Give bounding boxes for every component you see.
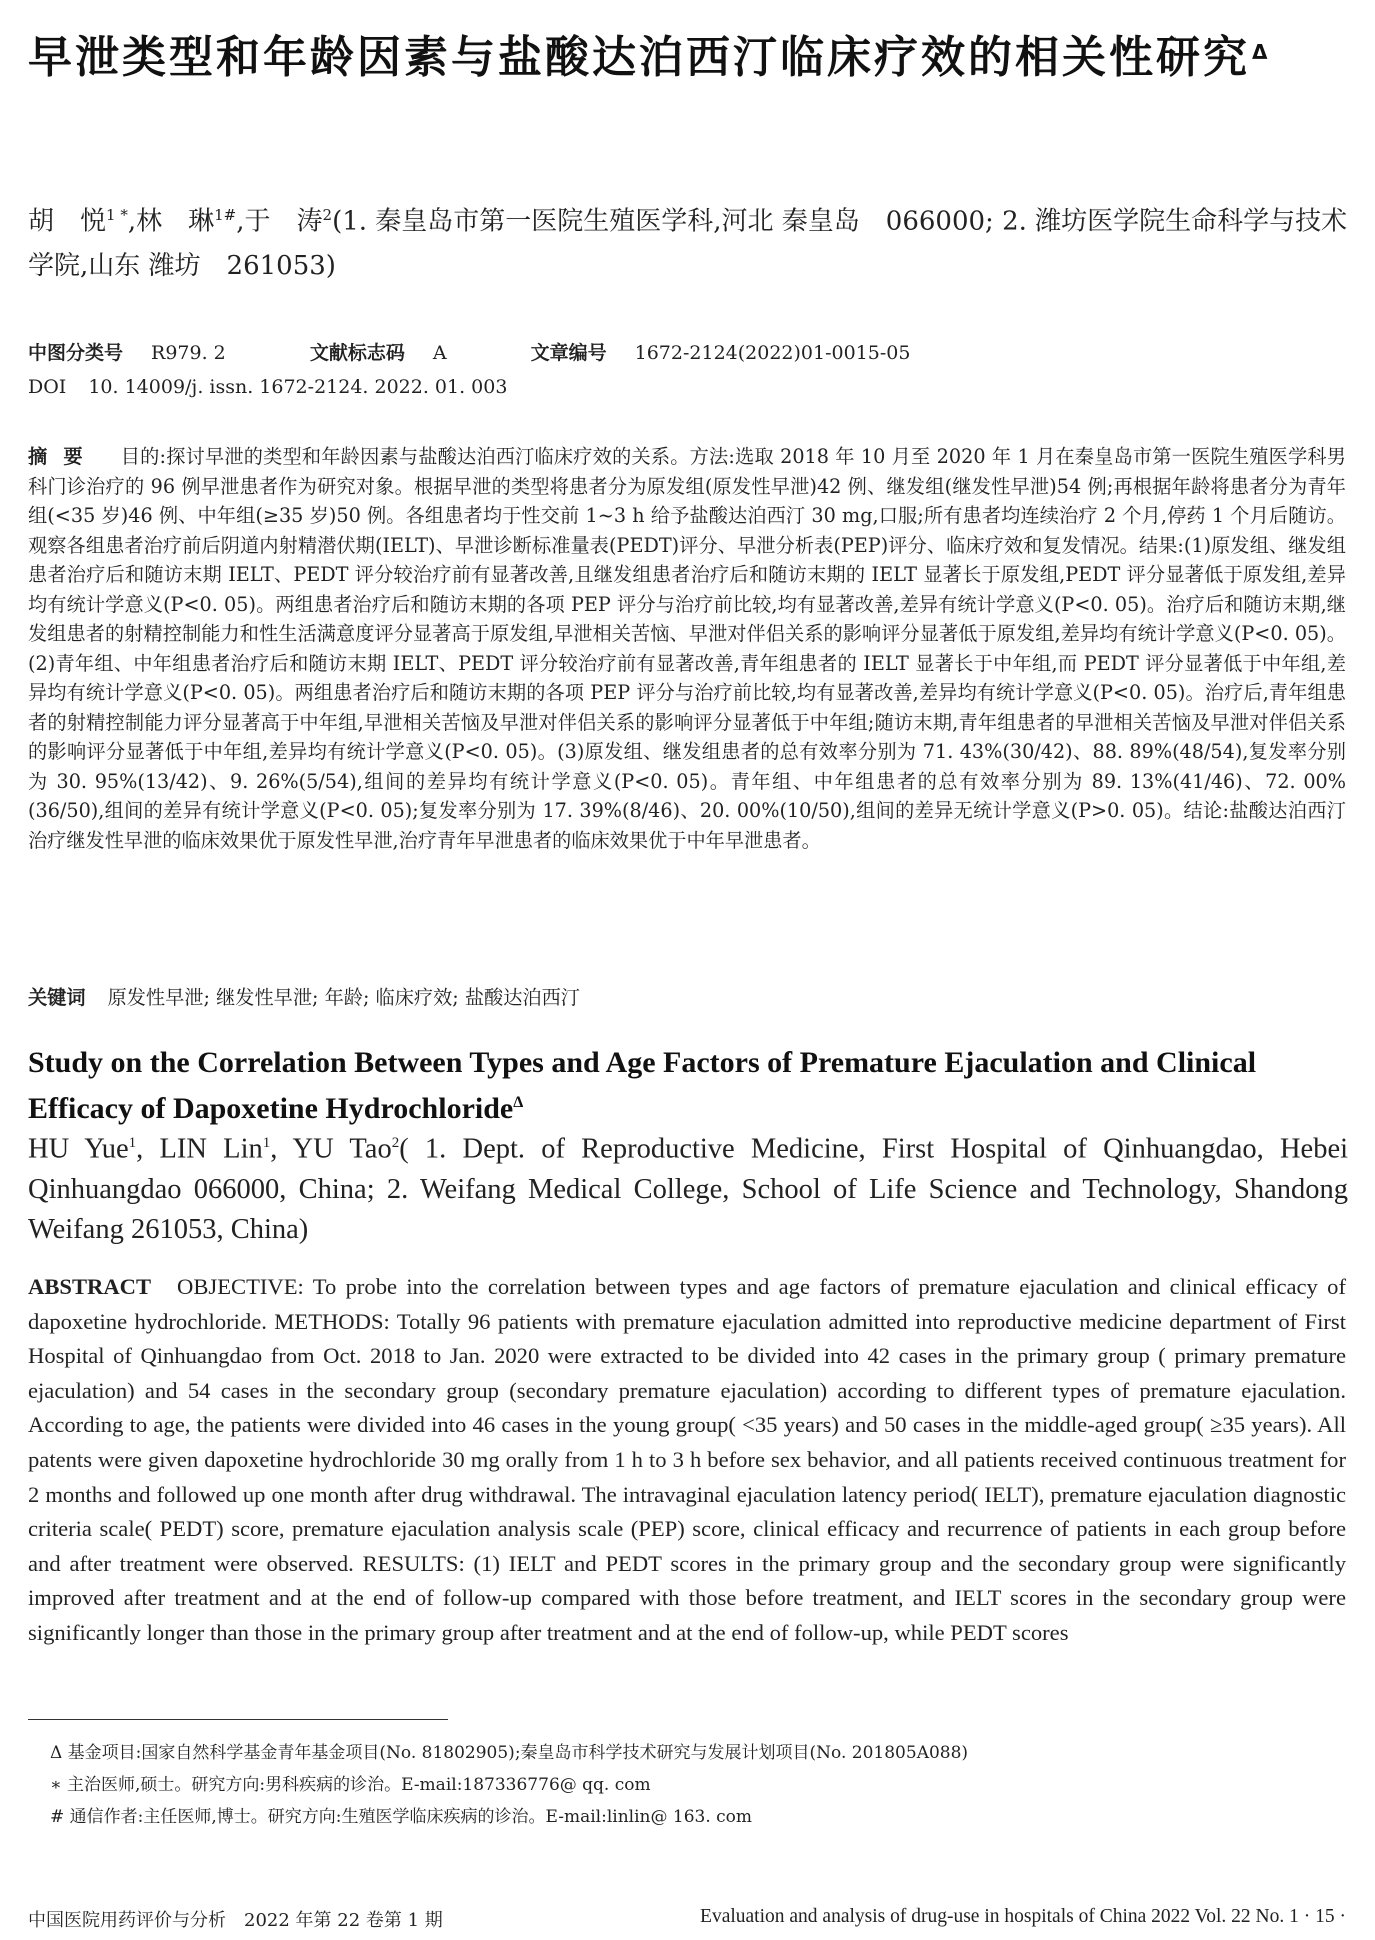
affiliation-en: ( 1. Dept. of Reproductive Medicine, First Hospital of Qinhuangdao, Hebei Qinhuangdao 066000, China; 2. Weifang Medical College, School of Life Science and Technology, Shandong Weifang 261053, China) <box>28 1133 1349 1245</box>
author-1-en: HU Yue <box>28 1133 129 1165</box>
title-cn-text: 早泄类型和年龄因素与盐酸达泊西汀临床疗效的相关性研究 <box>28 32 1250 83</box>
footnote-corresponding: # 通信作者:主任医师,博士。研究方向:生殖医学临床疾病的诊治。E-mail:linlin@ 163. com <box>50 1807 753 1827</box>
abstract-en <box>28 1270 1346 1651</box>
doc-code-value: A <box>432 342 447 364</box>
abstract-cn-text: 目的:探讨早泄的类型和年龄因素与盐酸达泊西汀临床疗效的关系。方法:选取 2018 年 10 月至 2020 年 1 月在秦皇岛市第一医院生殖医学科男科门诊治疗的 96 例早泄患者作为研究对象。根据早泄的类型将患者分为原发组(原发性早泄)42 例、继发组(继发性早泄)54 例;再根据年龄将患者分为青年组(<35 岁)46 例、中年组(≥35 岁)50 例。各组患者均于性交前 1~3 h 给予盐酸达泊西汀 30 mg,口服;所有患者均连续治疗 2 个月,停药 1 个月后随访。观察各组患者治疗前后阴道内射精潜伏期(IELT)、早泄诊断标准量表(PEDT)评分、早泄分析表(PEP)评分、临床疗效和复发情况。结果:(1)原发组、继发组患者治疗后和随访末期 IELT、PEDT 评分较治疗前有显著改善,且继发组患者治疗后和随访末期的 IELT 显著长于原发组,PEDT 评分显著低于原发组,差异均有统计学意义(P<0. 05)。两组患者治疗后和随访末期的各项 PEP 评分与治疗前比较,均有显著改善,差异有统计学意义(P<0. 05)。治疗后和随访末期,继发组患者的射精控制能力和性生活满意度评分显著高于原发组,早泄相关苦恼、早泄对伴侣关系的影响评分显著低于原发组,差异均有统计学意义(P<0. 05)。(2)青年组、中年组患者治疗后和随访末期 IELT、PEDT 评分较治疗前有显著改善,青年组患者的 IELT 显著长于中年组,而 PEDT 评分显著低于中年组,差异均有统计学意义(P<0. 05)。两组患者治疗后和随访末期的各项 PEP 评分与治疗前比较,均有显著改善,差异均有统计学意义(P<0. 05)。治疗后,青年组患者的射精控制能力评分显著高于中年组,早泄相关苦恼及早泄对伴侣关系的影响评分显著低于中年组;随访末期,青年组患者的早泄相关苦恼及早泄对伴侣关系的影响评分显著低于中年组,差异均有统计学意义(P<0. 05)。(3)原发组、继发组患者的总有效率分别为 71. 43%(30/42)、88. 89%(48/54),复发率分别为 30. 95%(13/42)、9. 26%(5/54),组间的差异均有统计学意义(P<0. 05)。青年组、中年组患者的总有效率分别为 89. 13%(41/46)、72. 00%(36/50),组间的差异有统计学意义(P<0. 05);复发率分别为 17. 39%(8/46)、20. 00%(10/50),组间的差异无统计学意义(P>0. 05)。结论:盐酸达泊西汀治疗继发性早泄的临床效果优于原发性早泄,治疗青年早泄患者的临床效果优于中年早泄患者。 <box>28 445 1346 852</box>
article-title-cn <box>28 18 1358 98</box>
article-title-en <box>28 1043 1348 1129</box>
footnote-author: ∗ 主治医师,硕士。研究方向:男科疾病的诊治。E-mail:187336776@ qq. com <box>50 1775 651 1795</box>
title-en-text: Study on the Correlation Between Types and Age Factors of Premature Ejaculation and Clinical Efficacy of Dapoxetine Hydrochloride <box>28 1046 1257 1125</box>
article-number-value: 1672-2124(2022)01-0015-05 <box>634 342 911 364</box>
author-1-cn: 胡 悦 <box>28 206 107 237</box>
author-1-en-sup: 1 <box>128 1135 137 1151</box>
clc-value: R979. 2 <box>151 342 226 364</box>
abstract-en-text: OBJECTIVE: To probe into the correlation between types and age factors of premature ejaculation and clinical efficacy of dapoxetine hydrochloride. METHODS: Totally 96 patients with premature ejaculation admitted into reproductive medicine department of First Hospital of Qinhuangdao from Oct. 2018 to Jan. 2020 were extracted to be divided into 42 cases in the primary group ( primary premature ejaculation) and 54 cases in the secondary group (secondary premature ejaculation) according to different types of premature ejaculation. According to age, the patients were divided into 46 cases in the young group( <35 years) and 50 cases in the middle-aged group( ≥35 years). All patents were given dapoxetine hydrochloride 30 mg orally from 1 h to 3 h before sex behavior, and all patients received continuous treatment for 2 months and followed up one month after drug withdrawal. The intravaginal ejaculation latency period( IELT), premature ejaculation diagnostic criteria scale( PEDT) score, premature ejaculation analysis scale (PEP) score, clinical efficacy and recurrence of patients in each group before and after treatment were observed. RESULTS: (1) IELT and PEDT scores in the primary group and the secondary group were significantly improved after treatment and at the end of follow-up compared with those before treatment, and IELT scores in the secondary group were significantly longer than those in the primary group after treatment and at the end of follow-up, while PEDT scores <box>28 1274 1346 1645</box>
author-3-cn: 于 涛 <box>244 206 323 237</box>
author-3-en: YU Tao <box>292 1133 392 1165</box>
affiliation-cn: (1. 秦皇岛市第一医院生殖医学科,河北 秦皇岛 066000; 2. 潍坊医学院生命科学与技术学院,山东 潍坊 261053) <box>28 206 1348 281</box>
doi-label: DOI <box>28 376 67 398</box>
authors-cn: 胡 悦$^{1 *}$,林 琳$^{1\#}$,于 涛$^2$(1. 秦皇岛市第一医院生殖医学科,河北 秦皇岛 066000; 2. 潍坊医学院生命科学与技术学院,山东 潍坊 261053) <box>28 206 1348 281</box>
abstract-en-label: ABSTRACT <box>28 1274 152 1299</box>
author-2-en: LIN Lin <box>159 1133 263 1165</box>
footer-journal-en: Evaluation and analysis of drug-use in hospitals of China 2022 Vol. 22 No. 1 · 15 · <box>700 1906 1346 1927</box>
clc-label: 中图分类号 <box>28 342 124 364</box>
doi-row <box>28 376 1348 398</box>
author-3-en-sup: 2 <box>391 1135 400 1151</box>
footnote-divider <box>28 1719 448 1720</box>
classification-row <box>28 338 1348 365</box>
author-2-cn: 林 琳 <box>136 206 215 237</box>
author-1-cn-sup: 1 * <box>106 206 128 224</box>
keywords-cn-label: 关键词 <box>28 986 86 1009</box>
abstract-cn <box>28 442 1346 855</box>
title-en-fund-mark: Δ <box>513 1094 524 1111</box>
article-number-label: 文章编号 <box>530 342 607 364</box>
footer-journal-cn: 中国医院用药评价与分析 2022 年第 22 卷第 1 期 <box>28 1910 443 1931</box>
keywords-cn <box>28 983 1346 1010</box>
doi-value: 10. 14009/j. issn. 1672-2124. 2022. 01. 003 <box>88 376 508 398</box>
authors-en: HU Yue$^1$, LIN Lin$^1$, YU Tao$^2$( 1. Dept. of Reproductive Medicine, First Hospital of Qinhuangdao, Hebei Qinhuangdao 066000, China; 2. Weifang Medical College, School of Life Science and Technology, Shandong Weifang 261053, China) <box>28 1133 1349 1245</box>
footnote-fund: Δ 基金项目:国家自然科学基金青年基金项目(No. 81802905);秦皇岛市科学技术研究与发展计划项目(No. 201805A088) <box>50 1743 969 1763</box>
title-fund-mark: Δ <box>1252 40 1271 64</box>
author-2-en-sup: 1 <box>262 1135 271 1151</box>
abstract-cn-label: 摘要 <box>28 445 99 468</box>
doc-code-label: 文献标志码 <box>309 342 405 364</box>
author-2-cn-sup: 1# <box>214 206 237 224</box>
author-3-cn-sup: 2 <box>322 206 333 224</box>
keywords-cn-text: 原发性早泄; 继发性早泄; 年龄; 临床疗效; 盐酸达泊西汀 <box>107 986 580 1009</box>
